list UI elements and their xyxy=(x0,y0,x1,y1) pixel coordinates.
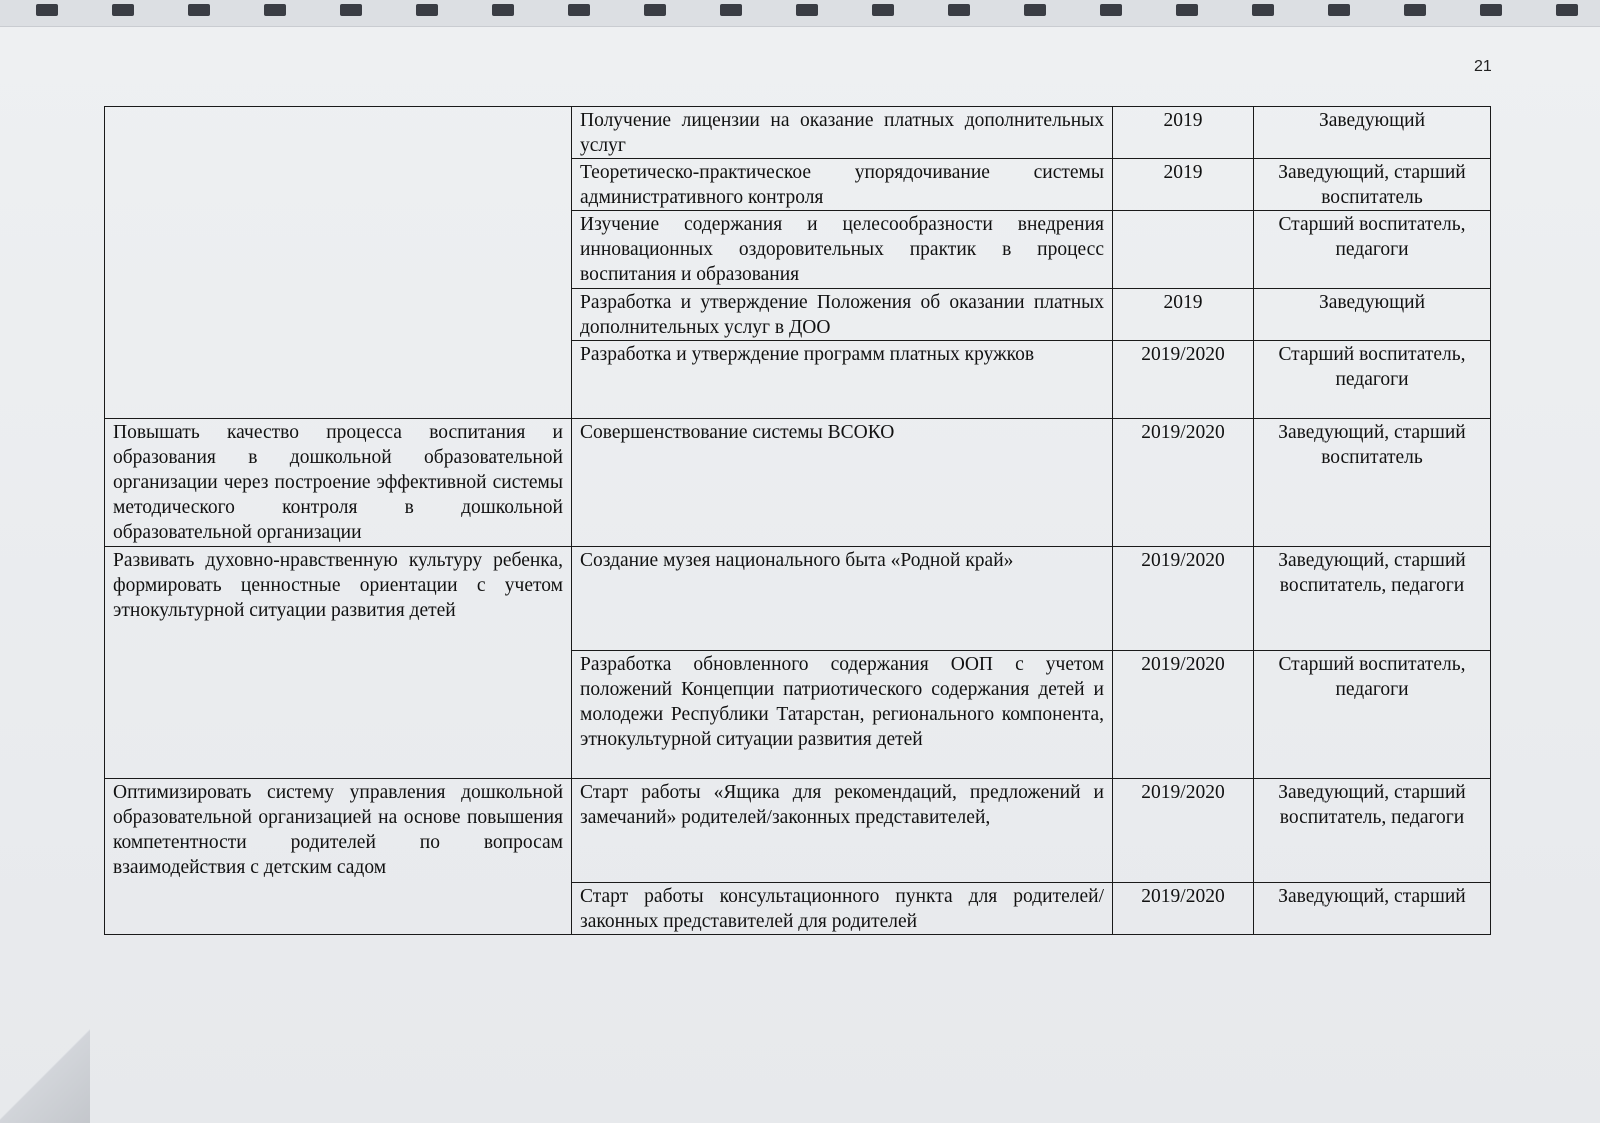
activity-cell: Изучение содержания и целесообразности внедрения инновационных оздоровительных практик в процесс воспитания и образования xyxy=(572,211,1113,289)
responsible-cell: Старший воспитатель, педагоги xyxy=(1254,651,1491,779)
responsible-cell: Заведующий xyxy=(1254,107,1491,159)
binding-hole xyxy=(36,4,58,16)
binding-hole xyxy=(416,4,438,16)
year-cell: 2019/2020 xyxy=(1113,883,1254,935)
table-row xyxy=(105,547,1491,651)
binding-hole xyxy=(264,4,286,16)
binding-hole xyxy=(1100,4,1122,16)
binding-hole xyxy=(644,4,666,16)
activity-cell: Совершенствование системы ВСОКО xyxy=(572,419,1113,547)
activity-cell: Теоретическо-практическое упорядочивание системы административного контроля xyxy=(572,159,1113,211)
activity-cell: Создание музея национального быта «Родной край» xyxy=(572,547,1113,651)
responsible-cell: Заведующий, старший воспитатель, педагоги xyxy=(1254,779,1491,883)
binding-hole xyxy=(1480,4,1502,16)
responsible-cell: Заведующий xyxy=(1254,289,1491,341)
activity-cell: Получение лицензии на оказание платных дополнительных услуг xyxy=(572,107,1113,159)
responsible-cell: Старший воспитатель, педагоги xyxy=(1254,211,1491,289)
binding-hole xyxy=(568,4,590,16)
year-cell: 2019 xyxy=(1113,289,1254,341)
goal-cell: Развивать духовно-нравственную культуру ребенка, формировать ценностные ориентации с учетом этнокультурной ситуации развития детей xyxy=(105,547,572,779)
table-row xyxy=(105,419,1491,547)
binding-hole xyxy=(1176,4,1198,16)
responsible-cell: Старший воспитатель, педагоги xyxy=(1254,341,1491,419)
binding-hole xyxy=(1024,4,1046,16)
binding-hole xyxy=(492,4,514,16)
year-cell: 2019/2020 xyxy=(1113,547,1254,651)
page-corner-fold xyxy=(0,1003,90,1123)
responsible-cell: Заведующий, старший воспитатель xyxy=(1254,419,1491,547)
activity-cell: Старт работы консультационного пункта для родителей/законных представителей для родителей xyxy=(572,883,1113,935)
year-cell: 2019/2020 xyxy=(1113,779,1254,883)
binding-hole xyxy=(340,4,362,16)
table-row xyxy=(105,107,1491,159)
binding-hole xyxy=(1556,4,1578,16)
binding-hole xyxy=(188,4,210,16)
binding-hole xyxy=(796,4,818,16)
responsible-cell: Заведующий, старший xyxy=(1254,883,1491,935)
year-cell: 2019 xyxy=(1113,107,1254,159)
binding-hole xyxy=(1252,4,1274,16)
activity-cell: Разработка и утверждение программ платных кружков xyxy=(572,341,1113,419)
year-cell xyxy=(1113,211,1254,289)
table-row xyxy=(105,779,1491,883)
spiral-binding xyxy=(0,0,1600,27)
binding-hole xyxy=(948,4,970,16)
year-cell: 2019 xyxy=(1113,159,1254,211)
year-cell: 2019/2020 xyxy=(1113,651,1254,779)
binding-hole xyxy=(1328,4,1350,16)
responsible-cell: Заведующий, старший воспитатель, педагоги xyxy=(1254,547,1491,651)
activity-cell: Разработка и утверждение Положения об оказании платных дополнительных услуг в ДОО xyxy=(572,289,1113,341)
binding-hole xyxy=(112,4,134,16)
binding-hole xyxy=(1404,4,1426,16)
page-number: 21 xyxy=(1474,58,1492,75)
activity-cell: Старт работы «Ящика для рекомендаций, предложений и замечаний» родителей/законных представителей, xyxy=(572,779,1113,883)
binding-hole xyxy=(872,4,894,16)
year-cell: 2019/2020 xyxy=(1113,341,1254,419)
binding-hole xyxy=(720,4,742,16)
year-cell: 2019/2020 xyxy=(1113,419,1254,547)
action-plan-table xyxy=(104,106,1491,935)
goal-cell: Повышать качество процесса воспитания и образования в дошкольной образовательной организации через построение эффективной системы методического контроля в дошкольной образовательной организации xyxy=(105,419,572,547)
goal-cell: Оптимизировать систему управления дошкольной образовательной организацией на основе повышения компетентности родителей по вопросам взаимодействия с детским садом xyxy=(105,779,572,935)
goal-cell xyxy=(105,107,572,419)
activity-cell: Разработка обновленного содержания ООП с учетом положений Концепции патриотического содержания детей и молодежи Республики Татарстан, регионального компонента, этнокультурной ситуации развития детей xyxy=(572,651,1113,779)
responsible-cell: Заведующий, старший воспитатель xyxy=(1254,159,1491,211)
